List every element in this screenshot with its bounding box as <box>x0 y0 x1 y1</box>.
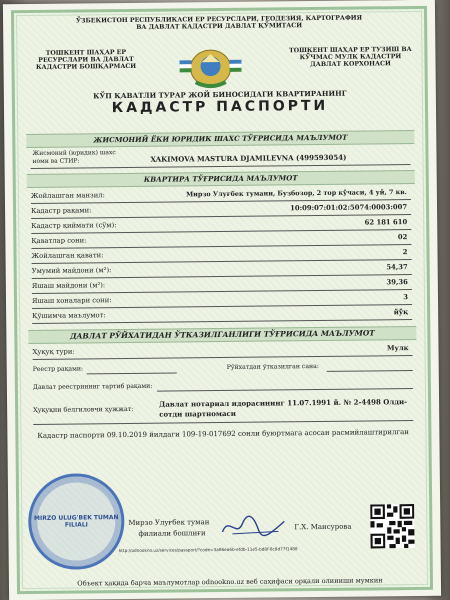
section-heading-apartment: КВАРТИРА ТЎҒРИСИДА МАЪЛУМОТ <box>27 170 415 188</box>
header-right-org: ТОШКЕНТ ШАҲАР ЕР ТУЗИШ ВА КЎЧМАС МУЛК КАДАСТРИ ДАВЛАТ КОРХОНАСИ <box>289 46 412 69</box>
row-label: Яшаш хоналари сони: <box>31 296 112 305</box>
owner-value: XAKIMOVA MASTURA DJAMILEVNA (499593054) <box>150 152 347 164</box>
signature-org-line2: филиали бошлиғи <box>138 529 206 538</box>
row-label: Кадастр қиймати (сўм): <box>31 221 117 230</box>
registry-number-label: Реестр рақами: <box>32 365 84 373</box>
qr-code-icon <box>370 504 414 548</box>
row-value: Мулк <box>386 344 409 353</box>
signature-name: Г.Х. Мансурова <box>294 522 352 532</box>
cadastral-passport-document <box>3 0 441 600</box>
verification-url[interactable]: http://odnookno.uz/services/passport/?code=3a86ea6b-efdb-11e5-bd8f-8c8d77f1488 <box>118 546 298 554</box>
row-value: 02 <box>397 233 408 242</box>
row-label: Қаватлар сони: <box>31 236 87 245</box>
row-value: Мирзо Улуғбек тумани, Бузбозор, 2 тор кўчаси, 4 уй, 7 кв. <box>186 188 407 199</box>
registry-order-label: Давлат реестрининг тартиб рақами: <box>32 382 153 391</box>
row-label: Умумий майдони (м²): <box>31 266 112 275</box>
row-value: 3 <box>403 293 409 302</box>
header-left-org: ТОШКЕНТ ШАҲАР ЕР РЕСУРСЛАРИ ВА ДАВЛАТ КАДАСТРИ БОШҚАРМАСИ <box>35 48 137 71</box>
signature-org-line1: Мирзо Улуғбек туман <box>128 518 210 527</box>
section-heading-owner: ЖИСМОНИЙ ЁКИ ЮРИДИК ШАХС ТЎҒРИСИДА МАЪЛУМОТ <box>26 130 414 148</box>
row-label: Ҳуқуқ тури: <box>32 347 75 356</box>
row-value: йўқ <box>393 308 409 317</box>
row-label: Қўшимча маълумот: <box>32 311 106 320</box>
footer-note: Объект ҳақида барча маълумотлар odnookno.uz веб саҳифаси орқали олиниши мумкин <box>77 576 383 588</box>
row-label: Яшаш майдони (м²): <box>31 281 106 290</box>
document-subtitle: КЎП ҚАВАТЛИ ТУРАР ЖОЙ БИНОСИДАГИ КВАРТИРАНИНГ <box>93 88 347 101</box>
issue-note: Кадастр паспорти 09.10.2019 йилдаги 109-19-017692 сонли буюртмага асосан расмийлаштирилган <box>37 428 409 440</box>
row-label: Кадастр рақами: <box>31 206 92 215</box>
section-heading-registration: ДАВЛАТ РЎЙХАТИДАН ЎТКАЗИЛГАНЛИГИ ТЎҒРИСИДА МАЪЛУМОТ <box>28 326 416 344</box>
official-stamp <box>28 473 125 570</box>
registered-date-label: Рўйхатдан ўтказилган сана: <box>226 362 319 371</box>
row-label: Жойлашган манзил: <box>30 191 105 200</box>
header-top-text: ЎЗБЕКИСТОН РЕСПУБЛИКАСИ ЕР РЕСУРСЛАРИ, ГЕОДЕЗИЯ, КАРТОГРАФИЯ ВА ДАВЛАТ КАДАСТРИ ДАВЛАТ ҚЎМИТАСИ <box>75 14 363 31</box>
row-value: 2 <box>402 248 408 257</box>
row-value: 39,36 <box>386 278 408 287</box>
row-value: 10:09:07:01:02:5074:0003:007 <box>290 203 408 213</box>
document-title: КАДАСТР ПАСПОРТИ <box>111 97 329 117</box>
signature-scribble-icon <box>218 511 288 540</box>
row-value: 62 181 610 <box>364 218 408 227</box>
owner-label: Жисмоний (юридик) шахс номи ва СТИР: <box>32 149 116 165</box>
document-label: Ҳуқуқни белгиловчи ҳужжат: <box>33 404 134 414</box>
state-emblem-icon <box>179 46 241 93</box>
row-label: Жойлашган қавати: <box>31 251 104 260</box>
document-value: Давлат нотариал идорасининг 11.07.1991 й. № 2-4498 Олди-сотди шартномаси <box>159 397 408 419</box>
stamp-text: MIRZO ULUG'BEK TUMAN FILIALI <box>33 514 119 529</box>
row-value: 54,37 <box>386 263 408 272</box>
